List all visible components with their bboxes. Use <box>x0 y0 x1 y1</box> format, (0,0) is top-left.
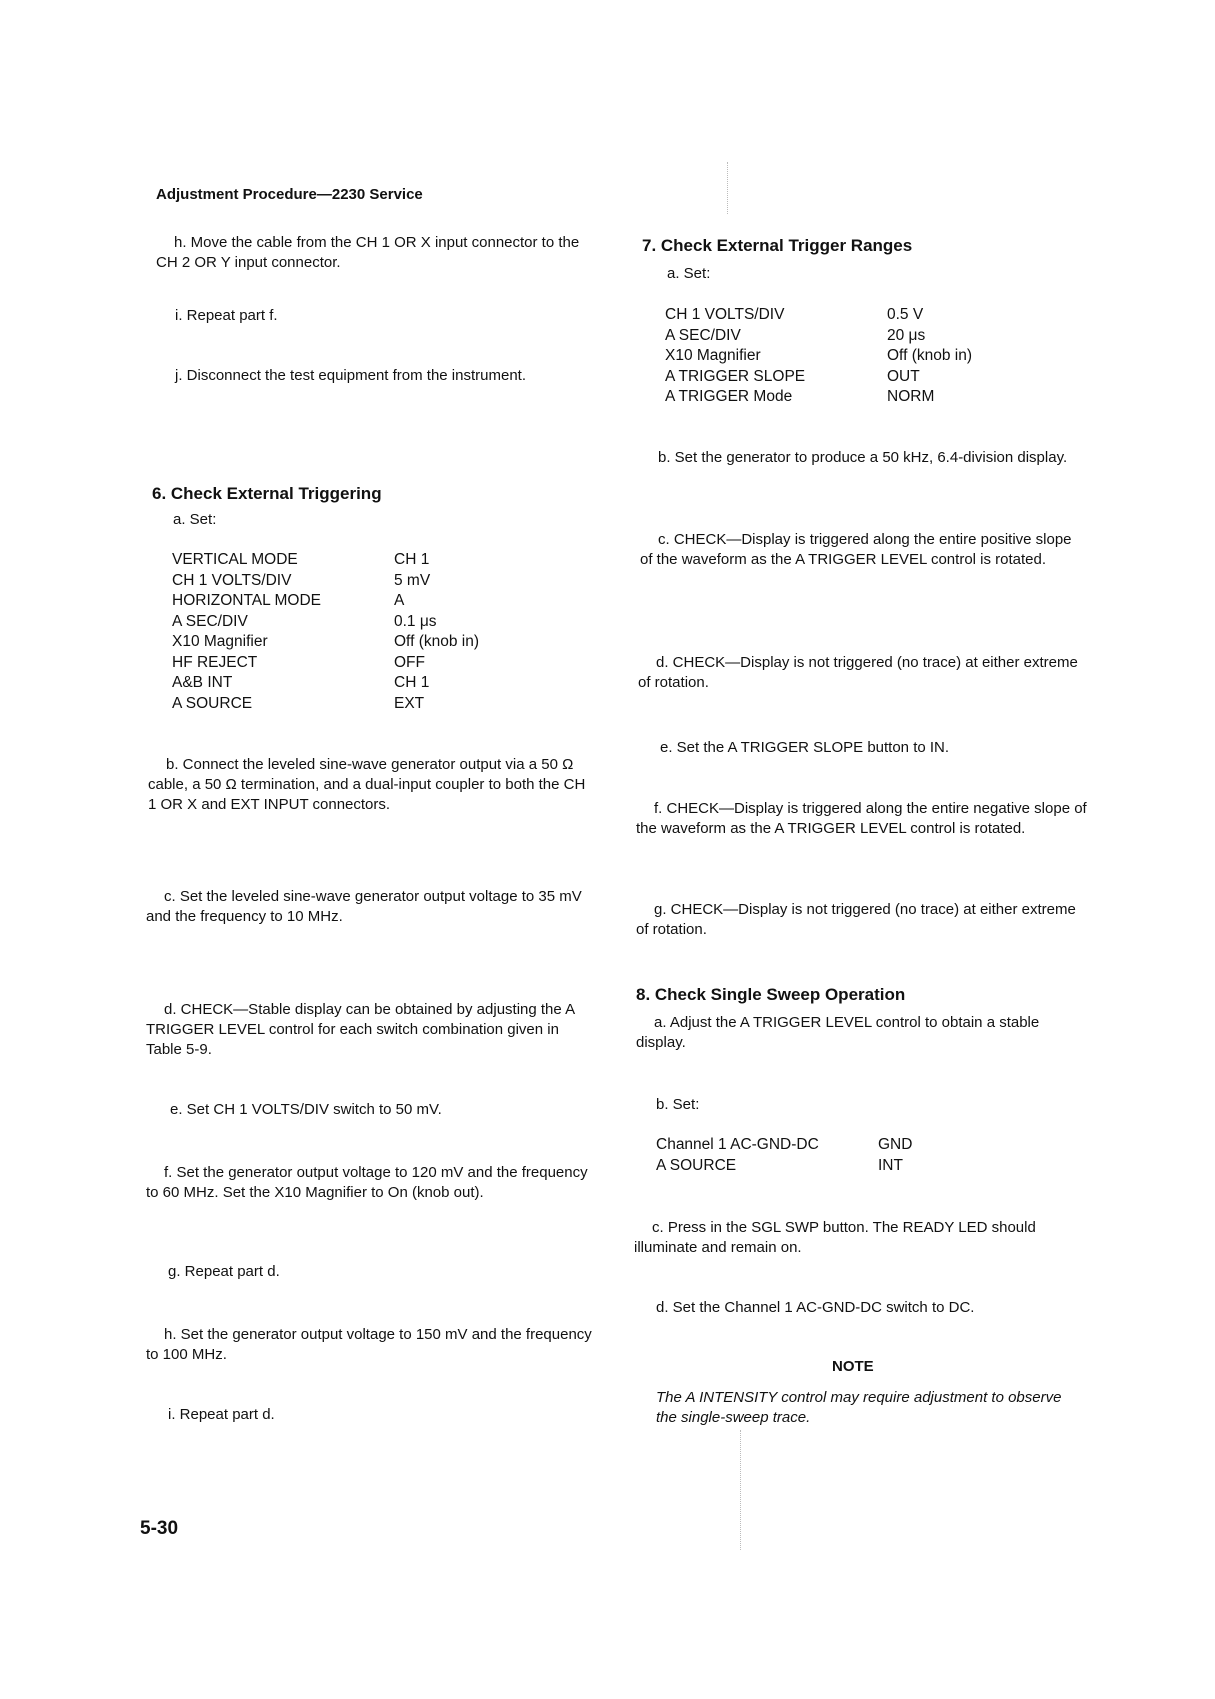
scan-mark <box>727 162 728 214</box>
section-8-step-d: d. Set the Channel 1 AC-GND-DC switch to DC. <box>656 1299 975 1316</box>
section-7-settings-table <box>665 305 972 408</box>
running-header: Adjustment Procedure—2230 Service <box>156 186 423 203</box>
section-6-step-h: h. Set the generator output voltage to 150 mV and the frequency to 100 MHz. <box>146 1326 592 1363</box>
setting-value: 0.1 μs <box>394 612 437 630</box>
setting-name: HF REJECT <box>172 653 258 671</box>
step-h-move-cable: h. Move the cable from the CH 1 OR X input connector to the CH 2 OR Y input connector. <box>156 234 580 271</box>
section-7-step-c: c. CHECK—Display is triggered along the entire positive slope of the waveform as the A TRIGGER LEVEL control is rotated. <box>640 531 1072 568</box>
step-j-disconnect: j. Disconnect the test equipment from the instrument. <box>175 367 526 384</box>
setting-name: A SOURCE <box>656 1156 737 1174</box>
section-8-step-c: c. Press in the SGL SWP button. The READY LED should illuminate and remain on. <box>634 1219 1036 1256</box>
section-8-step-b: b. Set: <box>656 1096 700 1113</box>
section-6-step-e: e. Set CH 1 VOLTS/DIV switch to 50 mV. <box>170 1101 442 1118</box>
setting-value: A <box>394 592 405 609</box>
setting-name: HORIZONTAL MODE <box>172 592 321 609</box>
setting-value: CH 1 <box>394 674 430 691</box>
setting-name: A SEC/DIV <box>172 612 248 630</box>
section-7-step-e: e. Set the A TRIGGER SLOPE button to IN. <box>660 739 950 756</box>
section-6-title: 6. Check External Triggering <box>152 484 382 503</box>
setting-name: X10 Magnifier <box>172 633 268 650</box>
section-6-step-i: i. Repeat part d. <box>168 1406 275 1423</box>
section-6-step-f: f. Set the generator output voltage to 120 mV and the frequency to 60 MHz. Set the X10 Magnifier to On (knob out). <box>146 1164 588 1201</box>
section-6-step-d: d. CHECK—Stable display can be obtained by adjusting the A TRIGGER LEVEL control for each switch combination given in Table 5-9. <box>146 1001 575 1058</box>
section-7-step-b: b. Set the generator to produce a 50 kHz, 6.4-division display. <box>658 449 1068 466</box>
setting-name: A TRIGGER Mode <box>665 388 793 405</box>
setting-value: GND <box>878 1136 913 1153</box>
setting-value: Off (knob in) <box>887 347 973 364</box>
step-i-repeat: i. Repeat part f. <box>175 307 278 324</box>
setting-name: A SEC/DIV <box>665 326 741 344</box>
setting-value: 5 mV <box>394 571 431 589</box>
section-6-step-b: b. Connect the leveled sine-wave generator output via a 50 Ω cable, a 50 Ω termination, and a dual-input coupler to both the CH 1 OR X and EXT INPUT connectors. <box>148 756 586 813</box>
setting-name: Channel 1 AC-GND-DC <box>656 1136 819 1153</box>
setting-name: VERTICAL MODE <box>172 551 298 568</box>
section-6-step-c: c. Set the leveled sine-wave generator output voltage to 35 mV and the frequency to 10 MHz. <box>146 888 582 925</box>
scan-mark <box>740 1430 741 1550</box>
setting-value: OFF <box>394 653 425 671</box>
section-6-step-g: g. Repeat part d. <box>168 1263 280 1280</box>
setting-value: 0.5 V <box>887 306 924 323</box>
section-8-step-a: a. Adjust the A TRIGGER LEVEL control to obtain a stable display. <box>636 1014 1040 1051</box>
section-8-title: 8. Check Single Sweep Operation <box>636 985 906 1004</box>
section-7-step-a: a. Set: <box>667 265 711 282</box>
setting-value: Off (knob in) <box>394 633 480 650</box>
setting-value: CH 1 <box>394 551 430 568</box>
setting-value: OUT <box>887 367 920 385</box>
section-7-title: 7. Check External Trigger Ranges <box>642 236 913 255</box>
setting-value: EXT <box>394 694 425 712</box>
setting-name: A TRIGGER SLOPE <box>665 367 806 385</box>
setting-value: 20 μs <box>887 326 926 344</box>
setting-name: CH 1 VOLTS/DIV <box>665 306 785 323</box>
setting-name: A SOURCE <box>172 694 253 712</box>
section-6-settings-table <box>172 550 479 714</box>
page-number: 5-30 <box>140 1518 179 1539</box>
note-text: The A INTENSITY control may require adjustment to observe the single-sweep trace. <box>656 1389 1062 1426</box>
section-6-step-a: a. Set: <box>173 511 217 528</box>
setting-value: NORM <box>887 388 935 405</box>
section-7-step-d: d. CHECK—Display is not triggered (no trace) at either extreme of rotation. <box>638 654 1078 691</box>
setting-name: A&B INT <box>172 674 233 691</box>
setting-name: X10 Magnifier <box>665 347 761 364</box>
section-7-step-g: g. CHECK—Display is not triggered (no trace) at either extreme of rotation. <box>636 901 1076 938</box>
section-7-step-f: f. CHECK—Display is triggered along the entire negative slope of the waveform as the A TRIGGER LEVEL control is rotated. <box>636 800 1087 837</box>
setting-name: CH 1 VOLTS/DIV <box>172 571 292 589</box>
note-title: NOTE <box>832 1358 874 1375</box>
setting-value: INT <box>878 1156 903 1174</box>
section-8-settings-table <box>656 1135 912 1176</box>
